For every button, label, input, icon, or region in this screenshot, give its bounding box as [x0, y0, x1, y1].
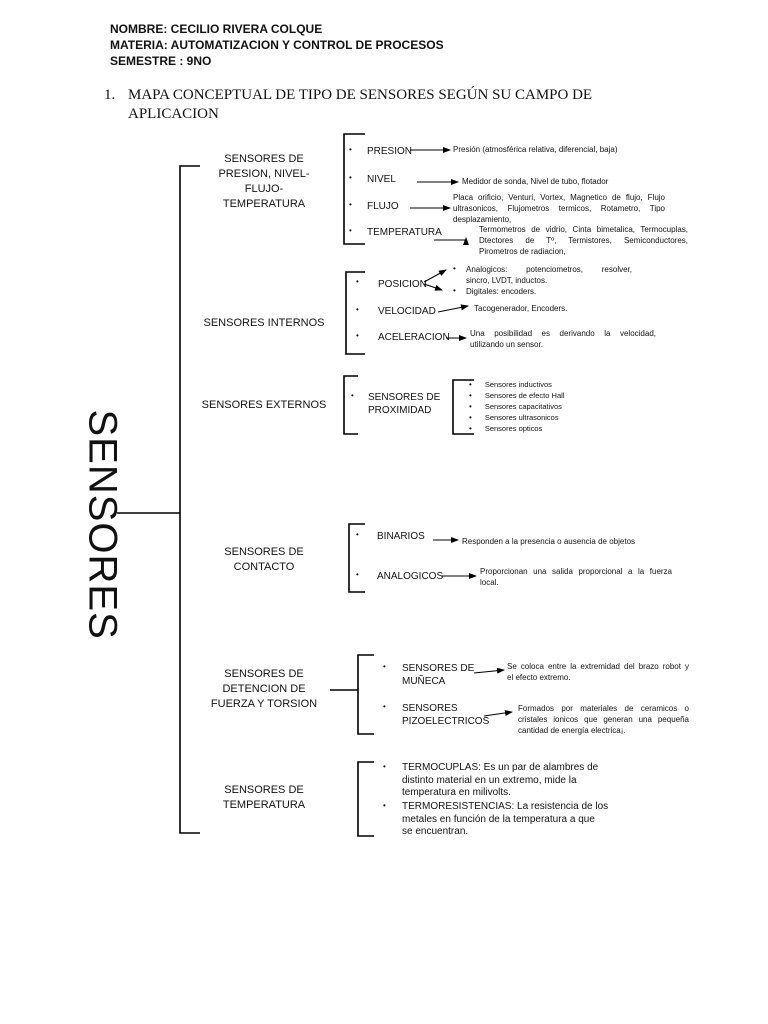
list-item: Sensores inductivos	[484, 380, 552, 389]
desc-line: Analogicos: potenciometros, resolver,	[466, 265, 632, 274]
group-fuerza-title	[200, 667, 328, 712]
para-line: distinto material en un extremo, mide la	[402, 774, 577, 786]
item-muneca	[402, 662, 474, 688]
item-flujo: FLUJO	[367, 201, 399, 212]
bullet: •	[349, 200, 352, 209]
para-line: metales en función de la temperatura a que	[402, 813, 595, 825]
item-temperatura: TEMPERATURA	[367, 227, 442, 238]
group-temperatura-title	[200, 783, 328, 813]
item-binarios: BINARIOS	[377, 531, 425, 542]
title-line: FUERZA Y TORSION	[210, 698, 318, 710]
bullet: •	[453, 286, 456, 295]
desc-presion: Presión (atmosférica relativa, diferencial, baja)	[453, 145, 618, 154]
group-presion-title	[200, 152, 328, 212]
desc-line: desplazamiento,	[453, 215, 512, 224]
desc-pizoelectricos	[518, 703, 689, 736]
bullet: •	[383, 702, 386, 711]
desc-line: sincro, LVDT, inductos.	[466, 276, 548, 285]
bullet: •	[469, 380, 472, 389]
desc-line: Proporcionan una salida proporcional a la fuerza	[480, 567, 672, 576]
desc-line: Una posibilidad es derivando la velocidad,	[470, 329, 656, 338]
desc-line: Formados por materiales de ceramicos o	[518, 704, 689, 713]
bullet: •	[469, 391, 472, 400]
title-line: TEMPERATURA	[222, 799, 306, 811]
item-line: SENSORES DE	[368, 392, 441, 403]
arrow-muneca	[474, 670, 504, 673]
bullet: •	[469, 413, 472, 422]
item-termoresistencias	[402, 801, 608, 839]
bullet: •	[351, 391, 354, 400]
proximidad-list	[469, 379, 564, 434]
title-line: CONTACTO	[233, 561, 295, 573]
bullet: •	[356, 530, 359, 539]
desc-velocidad: Tacogenerador, Encoders.	[474, 304, 568, 313]
para-line: TERMOCUPLAS: Es un par de alambres de	[402, 762, 599, 773]
item-aceleracion: ACELERACION	[378, 332, 450, 343]
bullet: •	[453, 264, 456, 273]
item-posicion: POSICION	[378, 279, 427, 290]
para-line: TERMORESISTENCIAS: La resistencia de los	[402, 801, 609, 812]
item-line: PIZOELECTRICOS	[402, 716, 490, 727]
root-label: SENSORES	[80, 409, 125, 640]
title-line: SENSORES DE	[224, 546, 304, 558]
item-pizoelectricos	[402, 702, 489, 728]
item-proximidad	[368, 391, 448, 417]
group-internos-title: SENSORES INTERNOS	[203, 317, 325, 329]
desc-line: Termometros de vidrio, Cinta bimetalica, Termocuplas,	[479, 225, 688, 234]
question-title-line2: APLICACION	[128, 106, 219, 122]
bullet: •	[356, 305, 359, 314]
title-line: PRESION, NIVEL-	[218, 168, 310, 180]
title-line: SENSORES DE	[224, 784, 304, 796]
bullet: •	[469, 424, 472, 433]
desc-line: utilizando un sensor.	[470, 340, 543, 349]
item-nivel: NIVEL	[367, 174, 396, 185]
bracket-fuerza	[358, 655, 374, 734]
list-item: Sensores ultrasonicos	[484, 413, 559, 422]
desc-nivel: Medidor de sonda, Nivel de tubo, flotador	[462, 177, 609, 186]
item-line: SENSORES	[402, 703, 458, 714]
arrow-velocidad	[438, 306, 468, 312]
group-externos-title: SENSORES EXTERNOS	[201, 399, 327, 411]
title-line: SENSORES DE	[224, 153, 304, 165]
title-line: FLUJO-	[244, 183, 284, 195]
bracket-presion	[344, 134, 365, 244]
bracket-externos	[344, 376, 358, 434]
item-presion: PRESION	[367, 146, 413, 157]
desc-temperatura	[479, 224, 688, 257]
arrow-posicion-analog	[424, 270, 446, 282]
bullet: •	[356, 570, 359, 579]
bullet: •	[349, 226, 352, 235]
para-line: se encuentran.	[402, 826, 469, 837]
desc-line: local.	[480, 578, 499, 587]
title-line: SENSORES DE	[224, 668, 304, 680]
item-analogicos: ANALOGICOS	[377, 571, 444, 582]
bracket-temperatura	[358, 762, 374, 836]
bullet: •	[349, 145, 352, 154]
desc-line: Pirometros de radiacion,	[479, 247, 566, 256]
para-line: temperatura en milivolts.	[402, 787, 511, 798]
item-velocidad: VELOCIDAD	[378, 306, 436, 317]
item-line: SENSORES DE	[402, 663, 475, 674]
desc-analogicos	[480, 566, 672, 588]
desc-binarios: Responden a la presencia o ausencia de objetos	[462, 537, 636, 546]
bullet: •	[383, 762, 386, 771]
desc-line: el efecto extremo.	[507, 673, 571, 682]
item-termocuplas	[402, 762, 598, 800]
item-line: MUÑECA	[402, 676, 446, 687]
title-line: TEMPERATURA	[222, 198, 306, 210]
desc-flujo	[453, 192, 665, 225]
list-item: Sensores de efecto Hall	[484, 391, 565, 400]
desc-line: cantidad de energía electrica¡.	[518, 726, 626, 735]
header-materia: MATERIA: AUTOMATIZACION Y CONTROL DE PROCESOS	[110, 38, 444, 52]
bullet: •	[349, 173, 352, 182]
list-item: Sensores capacitativos	[484, 402, 562, 411]
group-contacto-title	[200, 545, 328, 575]
desc-aceleracion	[470, 328, 656, 350]
desc-muneca	[507, 661, 689, 683]
desc-posicion-analog	[466, 264, 632, 286]
bullet: •	[383, 662, 386, 671]
header-nombre: NOMBRE: CECILIO RIVERA COLQUE	[110, 22, 323, 36]
bullet: •	[469, 402, 472, 411]
desc-line: Placa orificio, Venturi, Vortex, Magnetico de flujo, Flujo	[453, 193, 665, 202]
list-item: Sensores opticos	[484, 424, 543, 433]
desc-line: ultrasonicos, Flujometros termicos, Rotametro, Tipo	[453, 204, 665, 213]
title-line: DETENCION DE	[222, 683, 306, 695]
desc-line: Dtectores de Tº, Termistores, Semiconductores,	[479, 236, 688, 245]
question-title-line1: MAPA CONCEPTUAL DE TIPO DE SENSORES SEGÚN SU CAMPO DE	[128, 87, 593, 103]
main-bracket	[180, 166, 200, 833]
bullet: •	[356, 331, 359, 340]
header-semestre: SEMESTRE : 9NO	[110, 54, 212, 68]
desc-line: Se coloca entre la extremidad del brazo robot y	[507, 662, 689, 671]
desc-line: cristales ionicos que generan una pequeña	[518, 715, 689, 724]
bullet: •	[356, 277, 359, 286]
item-line: PROXIMIDAD	[368, 405, 432, 416]
question-number: 1.	[104, 87, 116, 103]
desc-posicion-digital: Digitales: encoders.	[466, 287, 537, 296]
bullet: •	[383, 801, 386, 810]
